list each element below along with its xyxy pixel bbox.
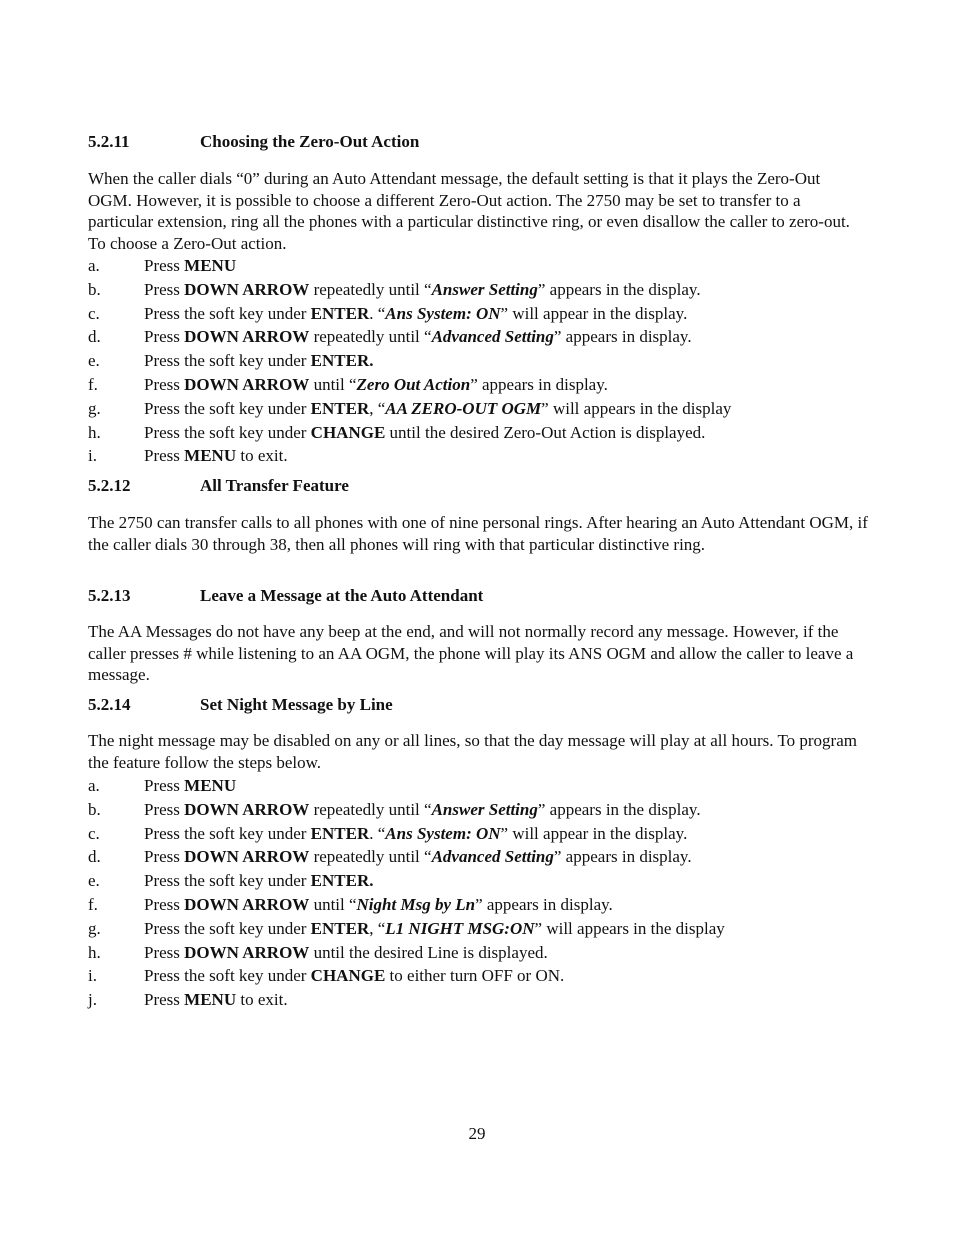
list-item: [88, 374, 878, 398]
section-number: 5.2.13: [88, 586, 131, 605]
step-display-text: Zero Out Action: [356, 374, 471, 394]
step-key: CHANGE: [310, 422, 386, 442]
step-letter: h.: [88, 422, 101, 442]
list-item: [88, 965, 878, 989]
step-text: , “: [369, 918, 386, 938]
step-key: ENTER: [310, 303, 370, 323]
step-display-text: Ans System: ON: [385, 823, 501, 843]
list-item: [88, 398, 878, 422]
step-key: DOWN ARROW: [184, 327, 310, 347]
list-item: [88, 326, 878, 350]
step-letter: d.: [88, 327, 101, 347]
step-text: until the desired Zero-Out Action is displayed.: [385, 422, 706, 442]
page-number: 29: [468, 1124, 486, 1143]
step-list: [88, 255, 878, 469]
list-item: [88, 870, 878, 894]
list-item: [88, 846, 878, 870]
step-key: MENU: [184, 776, 237, 795]
step-text: until “: [309, 374, 357, 394]
step-key: ENTER.: [310, 351, 374, 371]
step-letter: b.: [88, 279, 101, 299]
step-text: Press: [144, 799, 185, 819]
step-key: DOWN ARROW: [184, 279, 310, 299]
section-paragraph: When the caller dials “0” during an Auto Attendant message, the default setting is that it plays the Zero-Out OGM. However, it is possible to choose a different Zero-Out action. The 2750 may be set to transfer to a particular extension, ring all the phones with a particular distinctive ring, or even disallow the caller to zero-out. To choose a Zero-Out action.: [88, 169, 850, 253]
list-item: [88, 255, 878, 279]
section-paragraph: The 2750 can transfer calls to all phones with one of nine personal rings. After hearing an Auto Attendant OGM, if the caller dials 30 through 38, then all phones will ring with that particular distinctive ring.: [88, 513, 868, 554]
step-text: ” appears in the display.: [537, 799, 701, 819]
section-heading-5-2-13: [88, 586, 483, 606]
step-text: Press the soft key under: [144, 823, 311, 843]
step-key: MENU: [184, 256, 237, 275]
step-text: . “: [369, 303, 386, 323]
step-text: Press the soft key under: [144, 918, 311, 938]
list-item: [88, 823, 878, 847]
step-display-text: Ans System: ON: [385, 303, 501, 323]
step-text: ” will appear in the display.: [500, 303, 688, 323]
step-letter: e.: [88, 351, 100, 371]
step-key: ENTER: [310, 918, 370, 938]
list-item: [88, 279, 878, 303]
step-letter: f.: [88, 374, 98, 394]
step-text: Press the soft key under: [144, 351, 311, 371]
list-item: [88, 894, 878, 918]
step-key: ENTER: [310, 398, 370, 418]
list-item: [88, 989, 878, 1013]
section-number: 5.2.12: [88, 476, 131, 495]
step-letter: i.: [88, 966, 97, 986]
list-item: [88, 775, 878, 799]
step-text: Press: [144, 776, 185, 795]
step-text: ” will appear in the display.: [500, 823, 688, 843]
step-text: repeatedly until “: [309, 279, 432, 299]
step-key: DOWN ARROW: [184, 942, 310, 962]
step-text: Press the soft key under: [144, 398, 311, 418]
step-display-text: Answer Setting: [431, 799, 538, 819]
step-text: Press: [144, 942, 185, 962]
list-item: [88, 445, 878, 469]
step-letter: h.: [88, 942, 101, 962]
step-letter: d.: [88, 847, 101, 867]
step-text: Press: [144, 327, 185, 347]
section-title: Choosing the Zero-Out Action: [200, 132, 420, 151]
step-text: Press the soft key under: [144, 966, 311, 986]
section-number: 5.2.11: [88, 132, 130, 151]
step-text: Press the soft key under: [144, 422, 311, 442]
step-text: Press the soft key under: [144, 871, 311, 891]
step-text: repeatedly until “: [309, 799, 432, 819]
step-text: . “: [369, 823, 386, 843]
section-number: 5.2.14: [88, 695, 131, 714]
section-heading-5-2-11: [88, 132, 419, 152]
step-display-text: L1 NIGHT MSG:ON: [385, 918, 535, 938]
section-paragraph: The AA Messages do not have any beep at the end, and will not normally record any message. However, if the caller presses # while listening to an AA OGM, the phone will play its ANS OGM and allow the caller to leave a message.: [88, 622, 854, 684]
step-text: to either turn OFF or ON.: [385, 966, 565, 986]
section-paragraph: The night message may be disabled on any or all lines, so that the day message will play at all hours. To program the feature follow the steps below.: [88, 731, 857, 772]
step-text: ” appears in display.: [475, 894, 613, 914]
step-letter: a.: [88, 776, 100, 795]
step-key: DOWN ARROW: [184, 894, 310, 914]
step-key: DOWN ARROW: [184, 374, 310, 394]
section-title: Set Night Message by Line: [200, 695, 393, 714]
step-text: to exit.: [236, 990, 288, 1010]
step-text: repeatedly until “: [309, 847, 432, 867]
list-item: [88, 942, 878, 966]
step-text: ” will appears in the display: [541, 398, 732, 418]
step-letter: f.: [88, 894, 98, 914]
step-text: Press: [144, 894, 185, 914]
section-title: Leave a Message at the Auto Attendant: [200, 586, 484, 605]
step-letter: b.: [88, 799, 101, 819]
step-text: repeatedly until “: [309, 327, 432, 347]
step-key: DOWN ARROW: [184, 847, 310, 867]
step-letter: g.: [88, 918, 101, 938]
step-text: Press the soft key under: [144, 303, 311, 323]
step-text: ” appears in the display.: [537, 279, 701, 299]
list-item: [88, 422, 878, 446]
step-key: DOWN ARROW: [184, 799, 310, 819]
step-text: ” appears in display.: [470, 374, 608, 394]
step-text: ” appears in display.: [553, 327, 692, 347]
step-key: CHANGE: [310, 966, 386, 986]
step-text: Press: [144, 374, 185, 394]
step-letter: e.: [88, 871, 100, 891]
step-display-text: Answer Setting: [431, 279, 538, 299]
list-item: [88, 350, 878, 374]
step-key: MENU: [184, 990, 237, 1010]
step-letter: c.: [88, 823, 100, 843]
step-letter: j.: [88, 990, 97, 1010]
step-letter: g.: [88, 398, 101, 418]
step-letter: i.: [88, 446, 97, 466]
step-key: ENTER.: [310, 871, 374, 891]
step-display-text: Advanced Setting: [431, 327, 554, 347]
step-text: until “: [309, 894, 357, 914]
step-display-text: AA ZERO-OUT OGM: [385, 398, 542, 418]
step-text: , “: [369, 398, 386, 418]
step-letter: c.: [88, 303, 100, 323]
step-text: until the desired Line is displayed.: [309, 942, 548, 962]
step-list: [88, 775, 878, 1013]
step-text: Press: [144, 446, 185, 466]
list-item: [88, 303, 878, 327]
step-text: Press: [144, 990, 185, 1010]
step-key: MENU: [184, 446, 237, 466]
step-text: Press: [144, 279, 185, 299]
section-heading-5-2-12: [88, 476, 349, 496]
list-item: [88, 799, 878, 823]
step-display-text: Advanced Setting: [431, 847, 554, 867]
step-letter: a.: [88, 256, 100, 275]
step-text: Press: [144, 847, 185, 867]
step-key: ENTER: [310, 823, 370, 843]
section-title: All Transfer Feature: [200, 476, 349, 495]
step-text: Press: [144, 256, 185, 275]
section-heading-5-2-14: [88, 695, 393, 715]
step-text: ” appears in display.: [553, 847, 692, 867]
step-text: ” will appears in the display: [534, 918, 725, 938]
step-display-text: Night Msg by Ln: [356, 894, 476, 914]
list-item: [88, 918, 878, 942]
step-text: to exit.: [236, 446, 288, 466]
